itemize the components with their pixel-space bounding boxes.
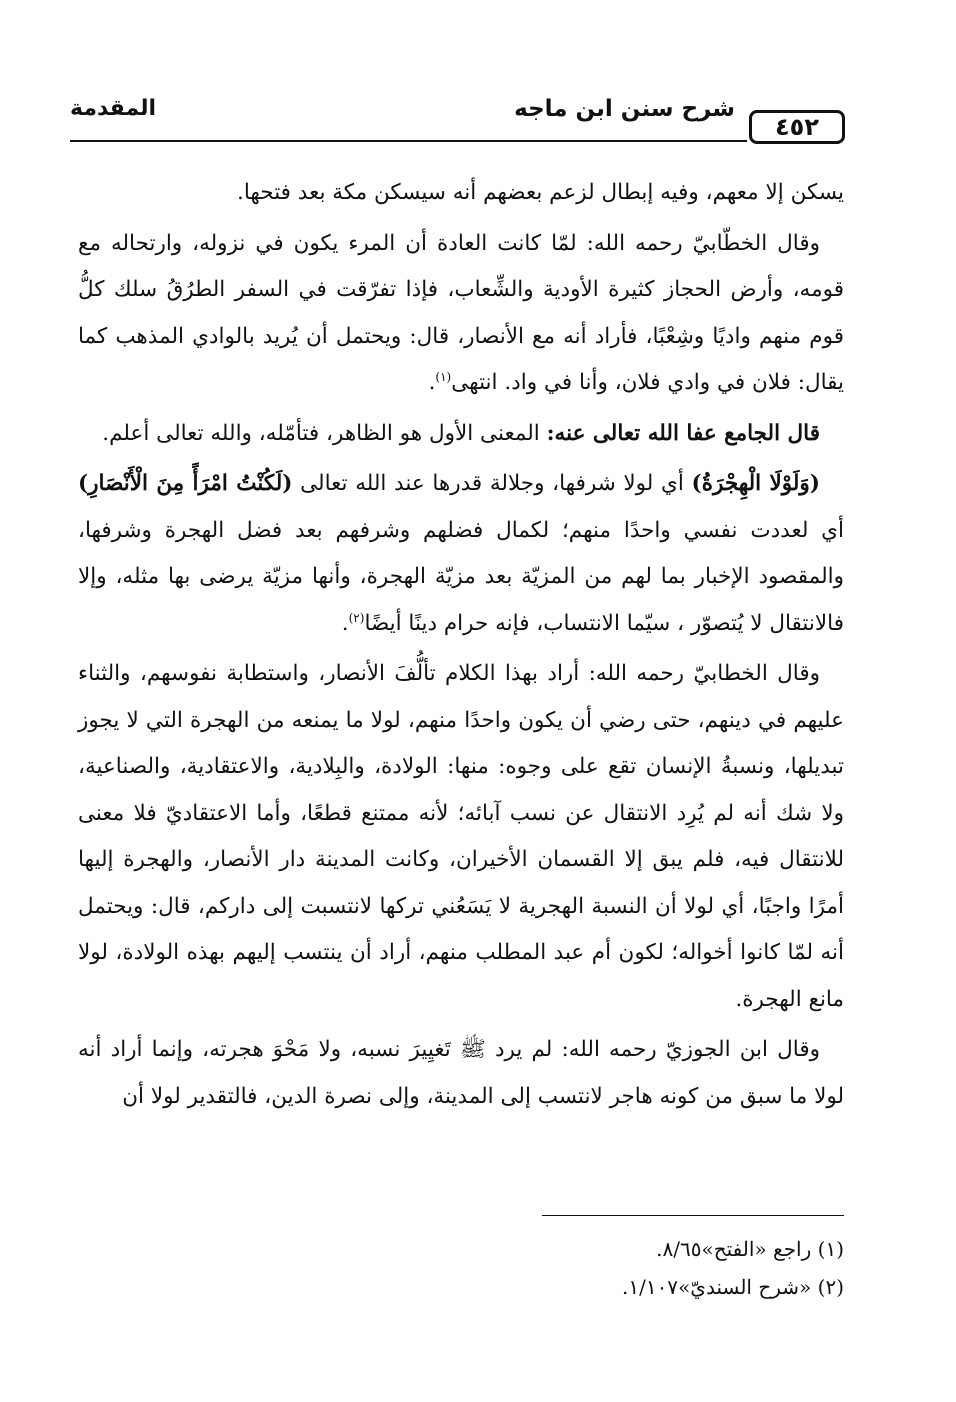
paragraph-1: يسكن إلا معهم، وفيه إبطال لزعم بعضهم أنه سيسكن مكة بعد فتحها. <box>237 180 844 205</box>
paragraph-2 <box>78 221 844 407</box>
footnote-2: (٢) «شرح السنديّ»١/١٠٧. <box>621 1275 844 1299</box>
paragraph-2-end: . <box>428 370 436 395</box>
footnote-rule <box>542 1215 844 1216</box>
paragraph-4-mid: أي لولا شرفها، وجلالة قدرها عند الله تعالى <box>292 471 692 496</box>
main-text <box>78 170 844 1124</box>
footnotes <box>144 1230 844 1306</box>
paragraph-4-end: . <box>341 610 349 636</box>
paragraph-3 <box>78 411 844 458</box>
paragraph-4 <box>78 461 844 647</box>
paragraph-3-text: المعنى الأول هو الظاهر، فتأمّله، والله تعالى أعلم. <box>102 420 547 446</box>
page-number: ٤٥٢ <box>749 110 845 144</box>
paragraph-2-text: وقال الخطّابيّ رحمه الله: لمّا كانت العادة أن المرء يكون في نزوله، وارتحاله مع قومه، وأرض الحجاز كثيرة الأودية والشِّعاب، فإذا تفرّقت في السفر الطرُقُ سلك كلُّ قوم منهم واديًا وشِعْبًا، فأراد أنه مع الأنصار، قال: ويحتمل أن يُريد بالوادي المذهب كما يقال: فلان في وادي فلان، وأنا في واد. انتهى <box>78 230 844 395</box>
paragraph-5: وقال الخطابيّ رحمه الله: أراد بهذا الكلام تألُّفَ الأنصار، واستطابة نفوسهم، والثناء عليهم في دينهم، حتى رضي أن يكون واحدًا منهم، لولا ما يمنعه من الهجرة التي لا يجوز تبديلها، ونسبةُ الإنسان تقع على وجوه: منها: الولادة، والبِلادية، والاعتقادية، والصناعية، ولا شك أنه لم يُرِد الانتقال عن نسب آبائه؛ لأنه ممتنع قطعًا، وأما الاعتقاديّ فلا معنى للانتقال فيه، فلم يبق إلا القسمان الأخيران، وكانت المدينة دار الأنصار، والهجرة إليها أمرًا واجبًا، أي لولا أن النسبة الهجرية لا يَسَعُني تركها لانتسبت إلى داركم، قال: ويحتمل أنه لمّا كانوا أخواله؛ لكون أم عبد المطلب منهم، أراد أن ينتسب إليهم بهذه الولادة، لولا مانع الهجرة. <box>78 661 844 1012</box>
compiler-note-label: قال الجامع عفا الله تعالى عنه: <box>546 420 820 446</box>
page-header <box>70 88 845 150</box>
paragraph-6: وقال ابن الجوزيّ رحمه الله: لم يرد ﷺ تَغيِيرَ نسبه، ولا مَحْوَ هجرته، وإنما أراد أنه لولا ما سبق من كونه هاجر لانتسب إلى المدينة، وإلى نصرة الدين، فالتقدير لولا أن <box>78 1037 844 1109</box>
hadith-quote-2: (لَكُنْتُ امْرَأً مِنَ الْأَنْصَارِ) <box>78 471 293 496</box>
paragraph-4-text: أي لعددت نفسي واحدًا منهم؛ لكمال فضلهم وشرفهم بعد فضل الهجرة وشرفها، والمقصود الإخبار بما لهم من المزيّة بعد مزيّة الهجرة، وأنها مزيّة يرضى بها مثله، وإلا فالانتقال لا يُتصوّر ، سيّما الانتساب، فإنه حرام دينًا أيضًا <box>78 517 844 636</box>
footnote-ref-1: (١) <box>435 369 452 384</box>
footnote-ref-2: (٢) <box>348 610 365 625</box>
book-title: شرح سنن ابن ماجه <box>514 96 735 122</box>
header-rule <box>70 140 747 142</box>
hadith-quote-1: (وَلَوْلَا الْهِجْرَةُ) <box>691 471 820 496</box>
footnote-1: (١) راجع «الفتح»٨/٦٥. <box>656 1237 844 1261</box>
section-title: المقدمة <box>70 96 157 121</box>
